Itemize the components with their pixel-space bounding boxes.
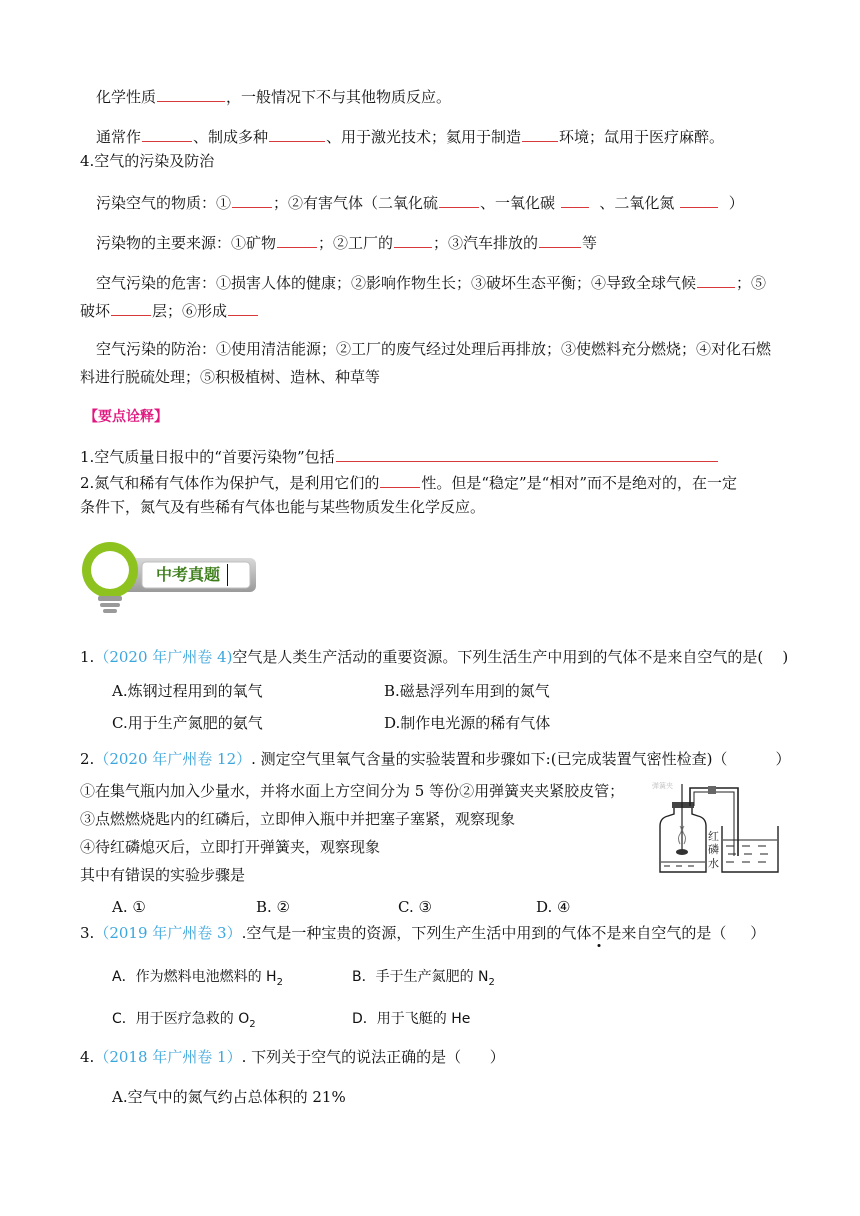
blank [277,230,317,248]
question-4-stem: 4.（2018 年广州卷 1）. 下列关于空气的说法正确的是（ ） [80,1048,505,1066]
q2-option-c[interactable]: C. ③ [398,898,432,916]
apparatus-drawing [650,778,785,878]
label-phos: 磷 [708,843,719,856]
text-cursor [227,564,228,586]
note-line-6: 空气污染的危害：①损害人体的健康；②影响作物生长；③破坏生态平衡；④导致全球气候 ；⑤ [96,270,766,294]
q3-option-d[interactable]: D．用于飞艇的 He [352,1011,471,1027]
blank [111,298,151,316]
blank [232,190,272,208]
question-1-stem: 1.（2020 年广州卷 4)空气是人类生产活动的重要资源。下列生活生产中用到的气体不是来自空气的是( ) [80,648,789,666]
label-clip: 弹簧夹 [652,782,673,790]
blank [539,230,581,248]
q2-step-1-2: ①在集气瓶内加入少量水，并将水面上方空间分为 5 等份②用弹簧夹夹紧胶皮管； [80,782,625,800]
note-line-8: 空气污染的防治：①使用清洁能源；②工厂的废气经过处理后再排放；③使燃料充分燃烧；④对化石燃 [96,340,772,358]
blank [228,298,258,316]
exam-questions-banner [80,536,260,616]
key-point-3: 条件下，氮气及有些稀有气体也能与某些物质发生化学反应。 [80,498,486,516]
blank [561,190,589,208]
blank [394,230,432,248]
q2-option-a[interactable]: A. ① [112,898,146,916]
blank [439,190,479,208]
blank [336,444,718,462]
key-points-heading: 【要点诠释】 [84,409,168,425]
key-point-2: 2.氮气和稀有气体作为保护气，是利用它们的 性。但是“稳定”是“相对”而不是绝对的，在一定 [80,470,737,494]
heading-4: 4.空气的污染及防治 [80,152,215,170]
q1-option-a[interactable]: A.炼钢过程用到的氧气 [112,682,263,700]
key-point-1: 1.空气质量日报中的“首要污染物”包括 [80,444,719,468]
q2-option-d[interactable]: D. ④ [536,898,571,916]
q4-option-a[interactable]: A.空气中的氮气约占总体积的 21% [112,1088,346,1106]
question-2-stem: 2.（2020 年广州卷 12）. 测定空气里氧气含量的实验装置和步骤如下:(已完成装置气密性检查)（ ） [80,750,791,768]
banner-title: 中考真题 [156,565,221,584]
label-water: 水 [708,857,719,870]
blank [269,124,325,142]
note-line-7: 破坏 层；⑥形成 [80,298,259,322]
note-line-2: 通常作 、制成多种 、用于激光技术；氦用于制造 环境；氙用于医疗麻醉。 [96,124,724,148]
note-line-1: 化学性质 ，一般情况下不与其他物质反应。 [96,84,451,108]
q2-option-b[interactable]: B. ② [256,898,291,916]
q1-option-b[interactable]: B.磁悬浮列车用到的氮气 [384,682,550,700]
note-line-5: 污染物的主要来源：①矿物 ；②工厂的 ；③汽车排放的 等 [96,230,597,254]
label-red: 红 [708,830,719,843]
note-line-9: 料进行脱硫处理；⑤积极植树、造林、种草等 [80,368,381,386]
experiment-apparatus-figure [650,778,785,878]
blank [522,124,558,142]
note-line-4: 污染空气的物质：① ；②有害气体（二氧化硫 、一氧化碳 、二氧化氮 ） [96,190,744,214]
q1-option-d[interactable]: D.制作电光源的稀有气体 [384,714,551,732]
q2-step-4: ④待红磷熄灭后，立即打开弹簧夹，观察现象 [80,838,381,856]
q3-option-b[interactable]: B．手于生产氮肥的 $N_2$ [352,969,495,988]
q2-step-3: ③点燃燃烧匙内的红磷后，立即伸入瓶中并把塞子塞紧，观察现象 [80,810,516,828]
blank [697,270,735,288]
q3-option-a[interactable]: A．作为燃料电池燃料的 $H_2$ [112,969,283,988]
q3-option-c[interactable]: C．用于医疗急救的 $O_2$ [112,1011,256,1030]
blank [142,124,192,142]
blank [380,470,420,488]
q1-option-c[interactable]: C.用于生产氮肥的氨气 [112,714,263,732]
question-3-stem: 3.（2019 年广州卷 3）.空气是一种宝贵的资源，下列生产生活中用到的气体不是来自空气的是（ ） [80,924,766,942]
blank [680,190,718,208]
q2-ask: 其中有错误的实验步骤是 [80,866,246,884]
blank [157,84,225,102]
